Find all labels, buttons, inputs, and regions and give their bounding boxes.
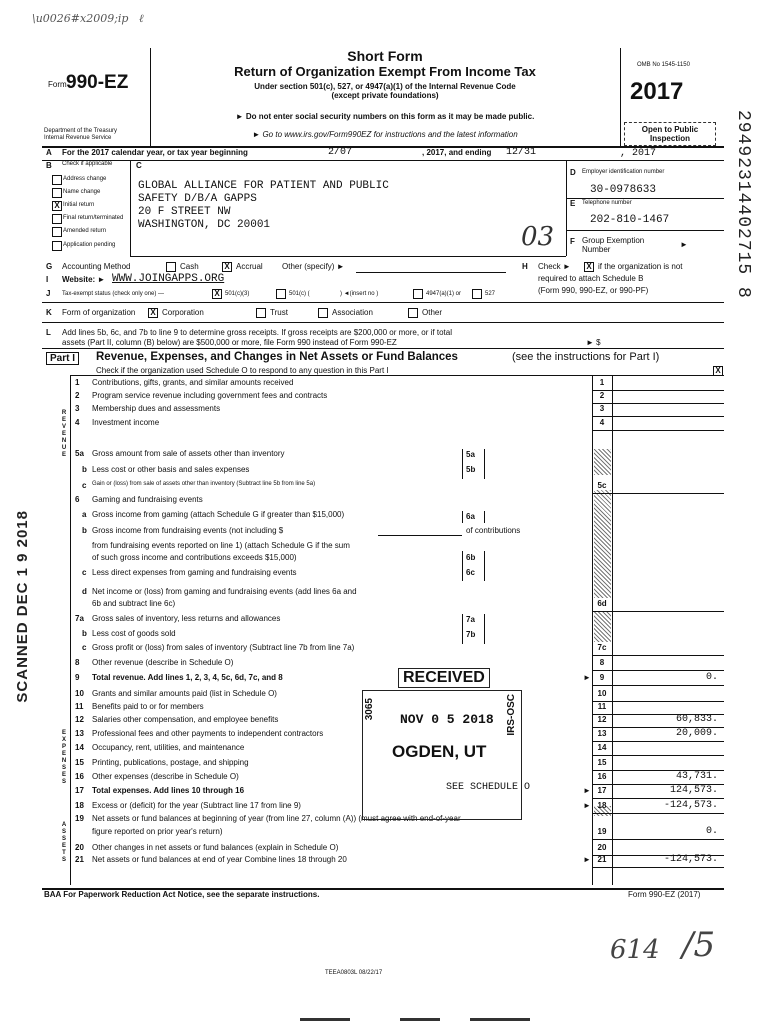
short-form-heading: Short Form: [347, 48, 423, 64]
line-amount[interactable]: 0.: [705, 826, 718, 837]
line-number: b: [82, 629, 87, 638]
line-h-text-2: required to attach Schedule B: [538, 274, 644, 283]
line-l-text-2: assets (Part II, column (B) below) are $500,000 or more, file Form 990 instead of Form 990-EZ: [62, 338, 397, 347]
part1-tag: Part I: [46, 352, 79, 365]
line-description: Less direct expenses from gaming and fundraising events: [92, 568, 297, 577]
side-label-expenses: E X P E N S E S: [61, 730, 67, 785]
software-code: TEEA0803L 08/22/17: [325, 970, 383, 976]
501c-label: 501(c) (: [289, 291, 310, 297]
line-number: 20: [75, 843, 84, 852]
4947-checkbox[interactable]: [413, 289, 423, 299]
line-description: Benefits paid to or for members: [92, 702, 204, 711]
see-schedule-o: SEE SCHEDULE O: [446, 782, 531, 793]
shaded-cell: [594, 449, 611, 475]
inspection-text: Inspection: [649, 134, 690, 143]
address-change-checkbox[interactable]: [52, 175, 62, 185]
line-number: d: [82, 587, 87, 596]
form-of-org-label: Form of organization: [62, 308, 136, 317]
line-number: 18: [75, 801, 84, 810]
line-amount[interactable]: 43,731.: [675, 771, 718, 782]
line-number: a: [82, 510, 87, 519]
line-description: Net income or (loss) from gaming and fundraising events (add lines 6a and: [92, 587, 357, 596]
line-description: Less cost of goods sold: [92, 629, 176, 638]
line-column-number: 6d: [597, 599, 607, 608]
line-description: Total expenses. Add lines 10 through 16: [92, 786, 245, 795]
sub-box-5b: 5b: [466, 465, 476, 474]
group-exemption-label: Group Exemption: [582, 236, 645, 245]
line-number: 1: [75, 378, 80, 387]
phone-value[interactable]: 202-810-1467: [590, 214, 670, 226]
shaded-cell: [594, 612, 611, 642]
of-contributions-text: of contributions: [466, 526, 521, 535]
corporation-checkbox[interactable]: X: [148, 308, 158, 318]
final-return-label: Final return/terminated: [63, 215, 124, 221]
line-description: Membership dues and assessments: [92, 404, 221, 413]
line-number: c: [82, 568, 87, 577]
line-number: 14: [75, 743, 84, 752]
other-org-checkbox[interactable]: [408, 308, 418, 318]
application-pending-label: Application pending: [63, 242, 116, 248]
association-label: Association: [332, 308, 373, 317]
line-h-text-3: (Form 990, 990-EZ, or 990-PF): [538, 286, 649, 295]
line-column-number: 1: [599, 378, 605, 387]
line-number: b: [82, 526, 87, 535]
open-to-public-box: [624, 122, 716, 146]
line-amount[interactable]: 60,833.: [675, 714, 718, 725]
side-label-assets: A S S E T S: [61, 822, 67, 863]
amended-return-label: Amended return: [63, 228, 107, 234]
501c3-checkbox[interactable]: X: [212, 289, 222, 299]
line-description: Net assets or fund balances at end of year Combine lines 18 through 20: [92, 855, 347, 864]
line-number: 21: [75, 855, 84, 864]
org-street[interactable]: 20 F STREET NW: [138, 206, 231, 218]
line-description: Gross profit or (loss) from sales of inventory (Subtract line 7b from line 7a): [92, 643, 355, 652]
line-number: 6: [75, 495, 80, 504]
line-description: Other expenses (describe in Schedule O): [92, 772, 239, 781]
line-amount[interactable]: 124,573.: [669, 785, 718, 796]
line-column-number: 10: [597, 689, 607, 698]
sub-box-5a: 5a: [466, 450, 475, 459]
tax-year: 2017: [630, 78, 684, 105]
org-name-line2[interactable]: SAFETY D/B/A GAPPS: [138, 193, 257, 205]
line-description: Gaming and fundraising events: [92, 495, 203, 504]
line-column-number: 17: [597, 786, 607, 795]
line-number: 10: [75, 689, 84, 698]
accrual-checkbox[interactable]: X: [222, 262, 232, 272]
application-pending-checkbox[interactable]: [52, 241, 62, 251]
form-subtitle: Under section 501(c), 527, or 4947(a)(1) of the Internal Revenue Code: [254, 82, 516, 91]
handwritten-fifteen: /5: [682, 925, 716, 965]
line-column-number: 2: [599, 391, 605, 400]
tax-exempt-status-label: Tax-exempt status (check only one) —: [62, 291, 165, 297]
line-amount[interactable]: -124,573.: [663, 854, 718, 865]
scan-artifact: [400, 1018, 440, 1021]
line-column-number: 20: [597, 843, 607, 852]
sub-box-6a: 6a: [466, 512, 475, 521]
line-number: 4: [75, 418, 80, 427]
line-column-number: 8: [599, 658, 605, 667]
line-c-label: C: [136, 161, 142, 170]
schedule-o-checkbox[interactable]: X: [713, 366, 723, 376]
line-column-number: 19: [597, 827, 607, 836]
sub-box-6b: 6b: [466, 553, 476, 562]
line-number: 2: [75, 391, 80, 400]
line-column-number: 15: [597, 758, 607, 767]
line-column-number: 21: [597, 855, 607, 864]
stamp-city: OGDEN, UT: [392, 742, 487, 761]
stamp-left-code: 3065: [364, 698, 375, 721]
line-column-number: 14: [597, 743, 607, 752]
side-label-revenue: R E V E N U E: [61, 410, 67, 458]
line-column-number: 3: [599, 404, 605, 413]
line-h-text: if the organization is not: [598, 262, 683, 271]
line-description: figure reported on prior year's return): [92, 827, 223, 836]
form-reference: Form 990-EZ (2017): [628, 890, 701, 899]
department-line1: Department of the Treasury: [44, 128, 118, 134]
sub-box-7a: 7a: [466, 615, 475, 624]
line-column-number: 9: [599, 673, 605, 682]
line-number: 11: [75, 702, 84, 711]
paperwork-notice: BAA For Paperwork Reduction Act Notice, see the separate instructions.: [44, 890, 320, 899]
line-number: 9: [75, 673, 80, 682]
address-change-label: Address change: [63, 176, 107, 182]
amended-return-checkbox[interactable]: [52, 227, 62, 237]
line-description: 6b and subtract line 6c): [92, 599, 176, 608]
initial-return-label: Initial return: [63, 202, 95, 208]
line-column-number: 16: [597, 772, 607, 781]
scanned-stamp: SCANNED DEC 1 9 2018: [14, 510, 31, 703]
group-exemption-label-2: Number: [582, 245, 611, 254]
line-description: Grants and similar amounts paid (list in Schedule O): [92, 689, 277, 698]
scan-artifact: [300, 1018, 350, 1021]
handwritten-page-number: 614: [610, 935, 660, 965]
line-description: Gross income from fundraising events (not including $: [92, 526, 284, 535]
527-label: 527: [485, 291, 496, 297]
name-change-checkbox[interactable]: [52, 188, 62, 198]
received-text: RECEIVED: [398, 668, 490, 688]
website-label: Website: ►: [62, 275, 106, 284]
line-description: Total revenue. Add lines 1, 2, 3, 4, 5c, 6d, 7c, and 8: [92, 673, 283, 682]
line-number: c: [82, 643, 87, 652]
association-checkbox[interactable]: [318, 308, 328, 318]
accrual-label: Accrual: [236, 262, 263, 271]
line-description: Program service revenue including government fees and contracts: [92, 391, 328, 400]
line-number: 19: [75, 814, 84, 823]
received-stamp: [360, 664, 524, 822]
line-description: Less cost or other basis and sales expenses: [92, 465, 250, 474]
initial-return-checkbox[interactable]: X: [52, 201, 62, 211]
part1-title-suffix: (see the instructions for Part I): [512, 351, 660, 363]
line-column-number: 4: [599, 418, 605, 427]
line-number: 3: [75, 404, 80, 413]
line-description: Printing, publications, postage, and shipping: [92, 758, 249, 767]
form-subtitle-2: (except private foundations): [331, 91, 439, 100]
website-value[interactable]: WWW.JOINGAPPS.ORG: [112, 273, 225, 285]
line-description: Contributions, gifts, grants, and similar amounts received: [92, 378, 294, 387]
check-if-applicable: Check if applicable: [62, 161, 113, 167]
scan-artifact: [470, 1018, 530, 1021]
other-org-label: Other: [422, 308, 443, 317]
phone-label: Telephone number: [582, 200, 632, 206]
sub-box-7b: 7b: [466, 630, 476, 639]
tax-year-end[interactable]: 12/31: [506, 147, 537, 158]
schedule-b-checkbox[interactable]: X: [584, 262, 594, 272]
line-number: 15: [75, 758, 84, 767]
ein-label: Employer identification number: [582, 169, 665, 175]
line-column-number: 13: [597, 729, 607, 738]
line-description: Occupancy, rent, utilities, and maintenance: [92, 743, 245, 752]
line-h-check: Check ►: [538, 262, 571, 271]
line-description: Gross income from gaming (attach Schedule G if greater than $15,000): [92, 510, 345, 519]
line-number: 16: [75, 772, 84, 781]
line-description: from fundraising events reported on line 1) (attach Schedule G if the sum: [92, 541, 350, 550]
line-column-number: 18: [597, 801, 607, 810]
line-number: b: [82, 465, 87, 474]
accounting-method-label: Accounting Method: [62, 262, 131, 271]
line-number: 5a: [75, 449, 84, 458]
line-number: 17: [75, 786, 84, 795]
line-l-text: Add lines 5b, 6c, and 7b to line 9 to determine gross receipts. If gross receipts are $200,000 or more, or if total: [62, 328, 452, 337]
other-method-label: Other (specify) ►: [282, 262, 345, 271]
501c3-label: 501(c)(3): [225, 291, 250, 297]
final-return-checkbox[interactable]: [52, 214, 62, 224]
line-column-number: 12: [597, 715, 607, 724]
line-number: 7a: [75, 614, 84, 623]
open-to-public-text: Open to Public: [641, 125, 699, 134]
501c-checkbox[interactable]: [276, 289, 286, 299]
line-description: of such gross income and contributions exceeds $15,000): [92, 553, 297, 562]
line-column-number: 5c: [597, 481, 607, 490]
org-name-line1[interactable]: GLOBAL ALLIANCE FOR PATIENT AND PUBLIC: [138, 180, 389, 192]
ssn-notice: ► Do not enter social security numbers on this form as it may be made public.: [235, 112, 535, 121]
omb-number: OMB No 1545-1150: [637, 62, 690, 68]
handwritten-03: 03: [521, 222, 555, 252]
line-description: Net assets or fund balances at beginning of year (from line 27, column (A)) (must agree with end-of-year: [92, 814, 461, 823]
line-description: Gain or (loss) from sale of assets other than inventory (Subtract line 5b from line 5a): [92, 481, 316, 487]
cash-label: Cash: [180, 262, 199, 271]
line-amount[interactable]: -124,573.: [663, 800, 718, 811]
line-column-number: 11: [597, 702, 607, 711]
form-word: Form: [48, 80, 67, 89]
stamp-date: NOV 0 5 2018: [400, 712, 494, 727]
form-number: 990-EZ: [66, 72, 129, 93]
department-line2: Internal Revenue Service: [44, 135, 112, 141]
form-title: Return of Organization Exempt From Income Tax: [234, 64, 536, 79]
stamp-right-code: IRS-OSC: [506, 694, 517, 736]
line-description: Other changes in net assets or fund balances (explain in Schedule O): [92, 843, 339, 852]
instructions-notice: ► Go to www.irs.gov/Form990EZ for instructions and the latest information: [252, 130, 518, 139]
line-number: 12: [75, 715, 84, 724]
cash-checkbox[interactable]: [166, 262, 176, 272]
shaded-cell: [594, 490, 611, 598]
trust-label: Trust: [270, 308, 288, 317]
line-description: Salaries other compensation, and employee benefits: [92, 715, 279, 724]
tax-year-begin[interactable]: 2/07: [328, 147, 353, 158]
line-description: Excess or (deficit) for the year (Subtract line 17 from line 9): [92, 801, 301, 810]
line-description: Investment income: [92, 418, 160, 427]
line-description: Other revenue (describe in Schedule O): [92, 658, 234, 667]
4947-label: 4947(a)(1) or: [426, 291, 462, 297]
ein-value[interactable]: 30-0978633: [590, 184, 657, 196]
line-number: 13: [75, 729, 84, 738]
line-description: Gross amount from sale of assets other than inventory: [92, 449, 285, 458]
trust-checkbox[interactable]: [256, 308, 266, 318]
line-number: 8: [75, 658, 80, 667]
dln-number: 29492314402715 8: [733, 110, 753, 299]
tax-year-end-year: , 2017: [620, 148, 657, 159]
insert-no-label: ) ◄(insert no ): [340, 291, 379, 297]
org-city[interactable]: WASHINGTON, DC 20001: [138, 219, 271, 231]
line-description: Gross sales of inventory, less returns and allowances: [92, 614, 281, 623]
schedule-o-check-text: Check if the organization used Schedule O to respond to any question in this Part I: [96, 366, 389, 375]
gross-receipts-arrow: ► $: [586, 338, 601, 347]
line-a-text: For the 2017 calendar year, or tax year beginning: [62, 148, 248, 157]
margin-scribble: \u0026#x2009;ip ℓ: [32, 12, 144, 25]
name-change-label: Name change: [63, 189, 101, 195]
part1-title: Revenue, Expenses, and Changes in Net Assets or Fund Balances: [96, 351, 458, 363]
line-a-mid: , 2017, and ending: [422, 148, 492, 157]
line-description: Professional fees and other payments to independent contractors: [92, 729, 324, 738]
527-checkbox[interactable]: [472, 289, 482, 299]
line-amount[interactable]: 20,009.: [675, 728, 718, 739]
corporation-label: Corporation: [162, 308, 204, 317]
line-column-number: 7c: [597, 643, 607, 652]
sub-box-6c: 6c: [466, 568, 475, 577]
line-amount[interactable]: 0.: [705, 672, 718, 683]
line-number: c: [82, 481, 87, 490]
